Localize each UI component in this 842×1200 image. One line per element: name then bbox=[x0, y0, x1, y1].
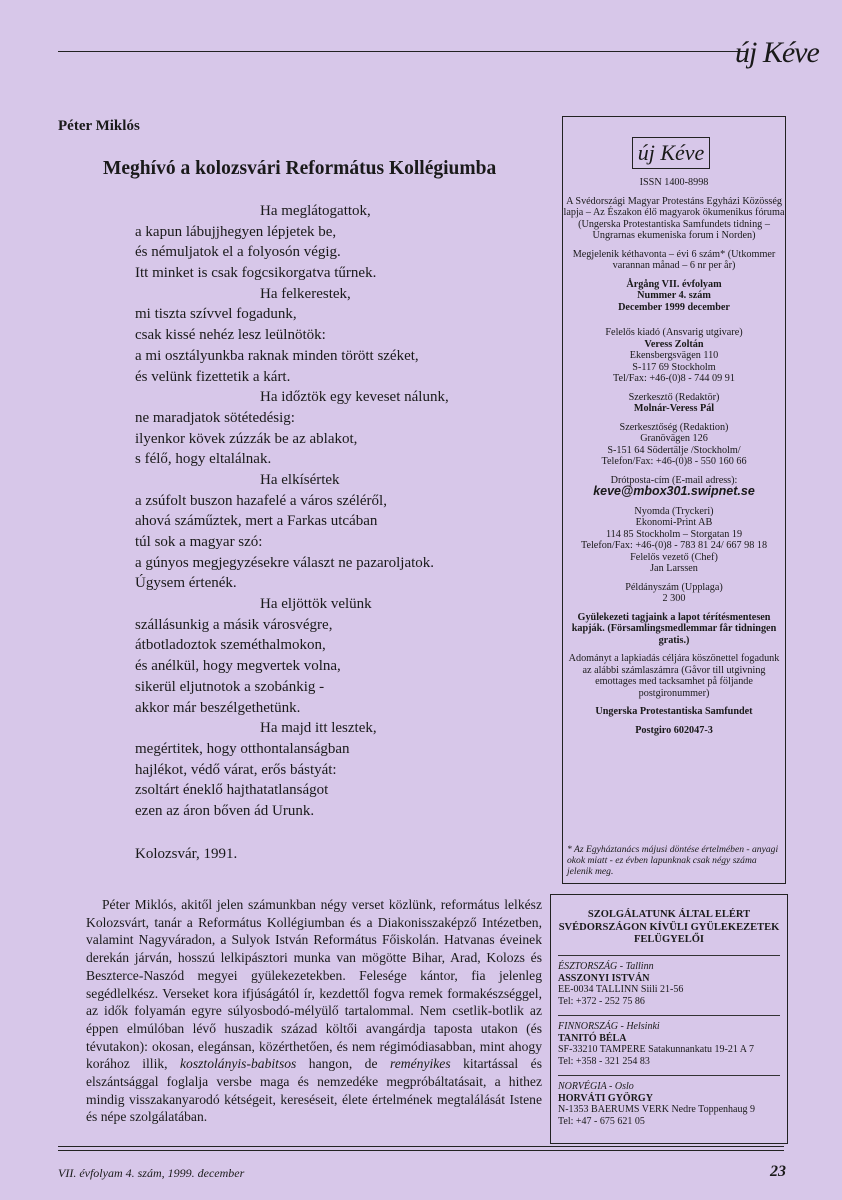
divider bbox=[558, 955, 780, 956]
organization: Ungerska Protestantiska Samfundet bbox=[595, 706, 753, 717]
page-number: 23 bbox=[770, 1163, 786, 1180]
poem-line: akkor már beszélgethetünk. bbox=[135, 699, 301, 716]
header-rule bbox=[58, 51, 748, 52]
article-author: Péter Miklós bbox=[58, 118, 140, 134]
divider bbox=[558, 1075, 780, 1076]
poem-line: túl sok a magyar szó: bbox=[135, 534, 263, 550]
issue-info: VII. évfolyam 4. szám, 1999. december bbox=[58, 1166, 245, 1180]
colophon-logo: új Kéve bbox=[632, 137, 710, 169]
colophon-footnote: * Az Egyháztanács májusi döntése értelmében - anyagi okok miatt - ez évben lapunknak csak négy száma jelenik meg. bbox=[567, 844, 779, 877]
divider bbox=[558, 1015, 780, 1016]
poem-line: megértitek, hogy otthontalanságban bbox=[135, 740, 350, 757]
printer-block: Nyomda (Tryckeri) Ekonomi-Print AB 114 85 Stockholm – Storgatan 19 Telefon/Fax: +46-(0)8 - 783 81 24/ 667 98 18 Felelős vezető (Chef) Jan Larssen bbox=[580, 505, 768, 574]
postgiro: Postgiro 602047-3 bbox=[635, 724, 713, 736]
author-bio bbox=[86, 896, 542, 1126]
poem bbox=[135, 201, 535, 822]
supervisor-norway: NORVÉGIA - Oslo HORVÁTI GYÖRGY N-1353 BAERUMS VERK Nedre Toppenhaug 9 Tel: +47 - 675 621 05 bbox=[558, 1081, 755, 1127]
supervisor-estonia: ÉSZTORSZÁG - Tallinn ASSZONYI ISTVÁN EE-0034 TALLINN Siili 21-56 Tel: +372 - 252 75 86 bbox=[558, 961, 684, 1007]
supervisor-finland: FINNORSZÁG - Helsinki TANITÓ BÉLA SF-33210 TAMPERE Satakunnankatu 19-21 A 7 Tel: +358 - 321 254 83 bbox=[558, 1021, 754, 1067]
copies-block: Példányszám (Upplaga) 2 300 bbox=[625, 581, 723, 604]
donation-note: Adományt a lapkiadás céljára köszönettel fogadunk az alábbi számlaszámra (Gåvor till utgivning emottages med tacksamhet på följande postgironummer) bbox=[568, 653, 780, 699]
poem-line: Ha felkerestek, bbox=[260, 285, 351, 302]
poem-line: és velünk fizettetik a kárt. bbox=[135, 368, 291, 385]
footer-rule-thin bbox=[58, 1150, 784, 1151]
footer-rule bbox=[58, 1146, 784, 1147]
office-block: Szerkesztőség (Redaktion) Granövägen 126 S-151 64 Södertälje /Stockholm/ Telefon/Fax: +46-(0)8 - 550 160 66 bbox=[601, 421, 747, 467]
poem-line: és anélkül, hogy megvertek volna, bbox=[135, 658, 341, 675]
bio-emphasis-2: reményikes bbox=[389, 1056, 451, 1072]
poem-line: a zsúfolt buszon hazafelé a város széléről, bbox=[135, 492, 387, 509]
email-block: Drótposta-cím (E-mail adress): keve@mbox301.swipnet.se bbox=[593, 474, 755, 498]
bio-text-1: Péter Miklós, akitől jelen számunkban négy verset közlünk, református lelkész Kolozsvárt, tanár a Református Kollégiumban és a Diakonisszaképző Intézetben, valamint Nagyváradon, a Sulyok István Református Főiskolán. Hatvanas éveinek derekán járván, hosszú lelkipásztori munka van mögötte Bihar, Arad, Kolozs és Beszterce-Naszód megyei gyülekezetekben. Felesége kántor, fia jelenleg segédlelkész. Verseket kora ifjúságától ír, kezdettől fogva remek formakészséggel, az idők folyamán egyre súlyosbodó-mélyülő tartalommal. Nem csetlik-botlik az éppen elmúlóban lévő huszadik század költői avangárdja taposta utakon (és tévutakon): okosan, elegánsan, közérthetően, és nem régimódiasabban, mint ahogy korához illik, bbox=[86, 897, 542, 1072]
volume-info: Årgång VII. évfolyam Nummer 4. szám December 1999 december bbox=[618, 278, 730, 313]
editor-block: Szerkesztő (Redaktör) Molnár-Veress Pál bbox=[628, 391, 720, 414]
poem-line: ne maradjatok sötétedésig: bbox=[135, 409, 295, 426]
place-date: Kolozsvár, 1991. bbox=[135, 846, 238, 862]
email-link[interactable]: keve@mbox301.swipnet.se bbox=[593, 484, 755, 498]
poem-line: Úgysem értenék. bbox=[135, 575, 237, 592]
publisher-block: Felelős kiadó (Ansvarig utgivare) Veress Zoltán Ekensbergsvägen 110 S-117 69 Stockholm Tel/Fax: +46-(0)8 - 744 09 91 bbox=[605, 327, 743, 384]
poem-line: ilyenkor kövek zúzzák be az ablakot, bbox=[135, 430, 358, 447]
poem-line: Ha majd itt lesztek, bbox=[260, 720, 377, 737]
poem-line: és némuljatok el a folyosón végig. bbox=[135, 244, 341, 261]
poem-line: Ha elkísértek bbox=[260, 471, 340, 488]
poem-line: hajlékot, védő várat, erős bástyát: bbox=[135, 761, 337, 778]
publication-description: A Svédországi Magyar Protestáns Egyházi Közösség lapja – Az Északon élő magyarok ökumenikus fóruma (Ungerska Protestantiska Samfundets tidning – Ungrarnas ekumeniska forum i Norden) bbox=[563, 195, 785, 241]
poem-line: ezen az áron bőven ád Urunk. bbox=[135, 802, 315, 819]
poem-line: Ha eljöttök velünk bbox=[260, 596, 372, 613]
poem-line: Ha meglátogattok, bbox=[260, 203, 371, 219]
bio-text-3: kitartással és elszántsággal foglalja versbe maga és nemzedéke megpróbáltatásait, a hithez mindig visszakanyarodó kétségeit, kereséseit, élete értelmének megtalálását Istene és népe szolgálatában. bbox=[86, 1056, 542, 1125]
header-logo: új Kéve bbox=[735, 36, 819, 69]
poem-line: s félő, hogy eltalálnak. bbox=[135, 451, 272, 468]
article-title: Meghívó a kolozsvári Református Kollégiumba bbox=[103, 158, 497, 179]
poem-line: zsoltárt éneklő hajthatatlanságot bbox=[135, 782, 329, 799]
supervisors-heading: SZOLGÁLATUNK ÁLTAL ELÉRT SVÉDORSZÁGON KÍVÜLI GYÜLEKEZETEK FELÜGYELŐI bbox=[558, 909, 780, 945]
poem-line: átbotladoztok szeméthalmokon, bbox=[135, 637, 326, 654]
colophon-box bbox=[562, 116, 786, 884]
poem-line: a mi osztályunkba raknak minden törött széket, bbox=[135, 347, 419, 364]
free-note: Gyülekezeti tagjaink a lapot térítésmentesen kapják. (Församlingsmedlemmar får tidningen gratis.) bbox=[571, 611, 777, 646]
poem-line: mi tiszta szívvel fogadunk, bbox=[135, 306, 297, 323]
frequency: Megjelenik kéthavonta – évi 6 szám* (Utkommer varannan månad – 6 nr per år) bbox=[572, 248, 776, 271]
poem-line: csak kissé nehéz lesz leülnötök: bbox=[135, 327, 326, 344]
bio-emphasis-1: kosztolányis-babitsos bbox=[180, 1056, 297, 1072]
poem-line: a kapun lábujjhegyen lépjetek be, bbox=[135, 223, 337, 240]
poem-line: sikerül eljutnotok a szobánkig - bbox=[135, 678, 325, 695]
issn: ISSN 1400-8998 bbox=[639, 177, 709, 188]
supervisors-box bbox=[550, 894, 788, 1144]
bio-text-2: hangon, de bbox=[308, 1056, 378, 1072]
poem-line: ahová száműztek, mert a Farkas utcában bbox=[135, 513, 378, 530]
poem-line: Itt minket is csak fogcsikorgatva tűrnek. bbox=[135, 265, 377, 282]
poem-line: szállásunkig a másik városvégre, bbox=[135, 616, 333, 633]
poem-line: Ha időztök egy keveset nálunk, bbox=[260, 389, 449, 406]
poem-line: a gúnyos megjegyzésekre választ ne pazaroljatok. bbox=[135, 554, 435, 571]
